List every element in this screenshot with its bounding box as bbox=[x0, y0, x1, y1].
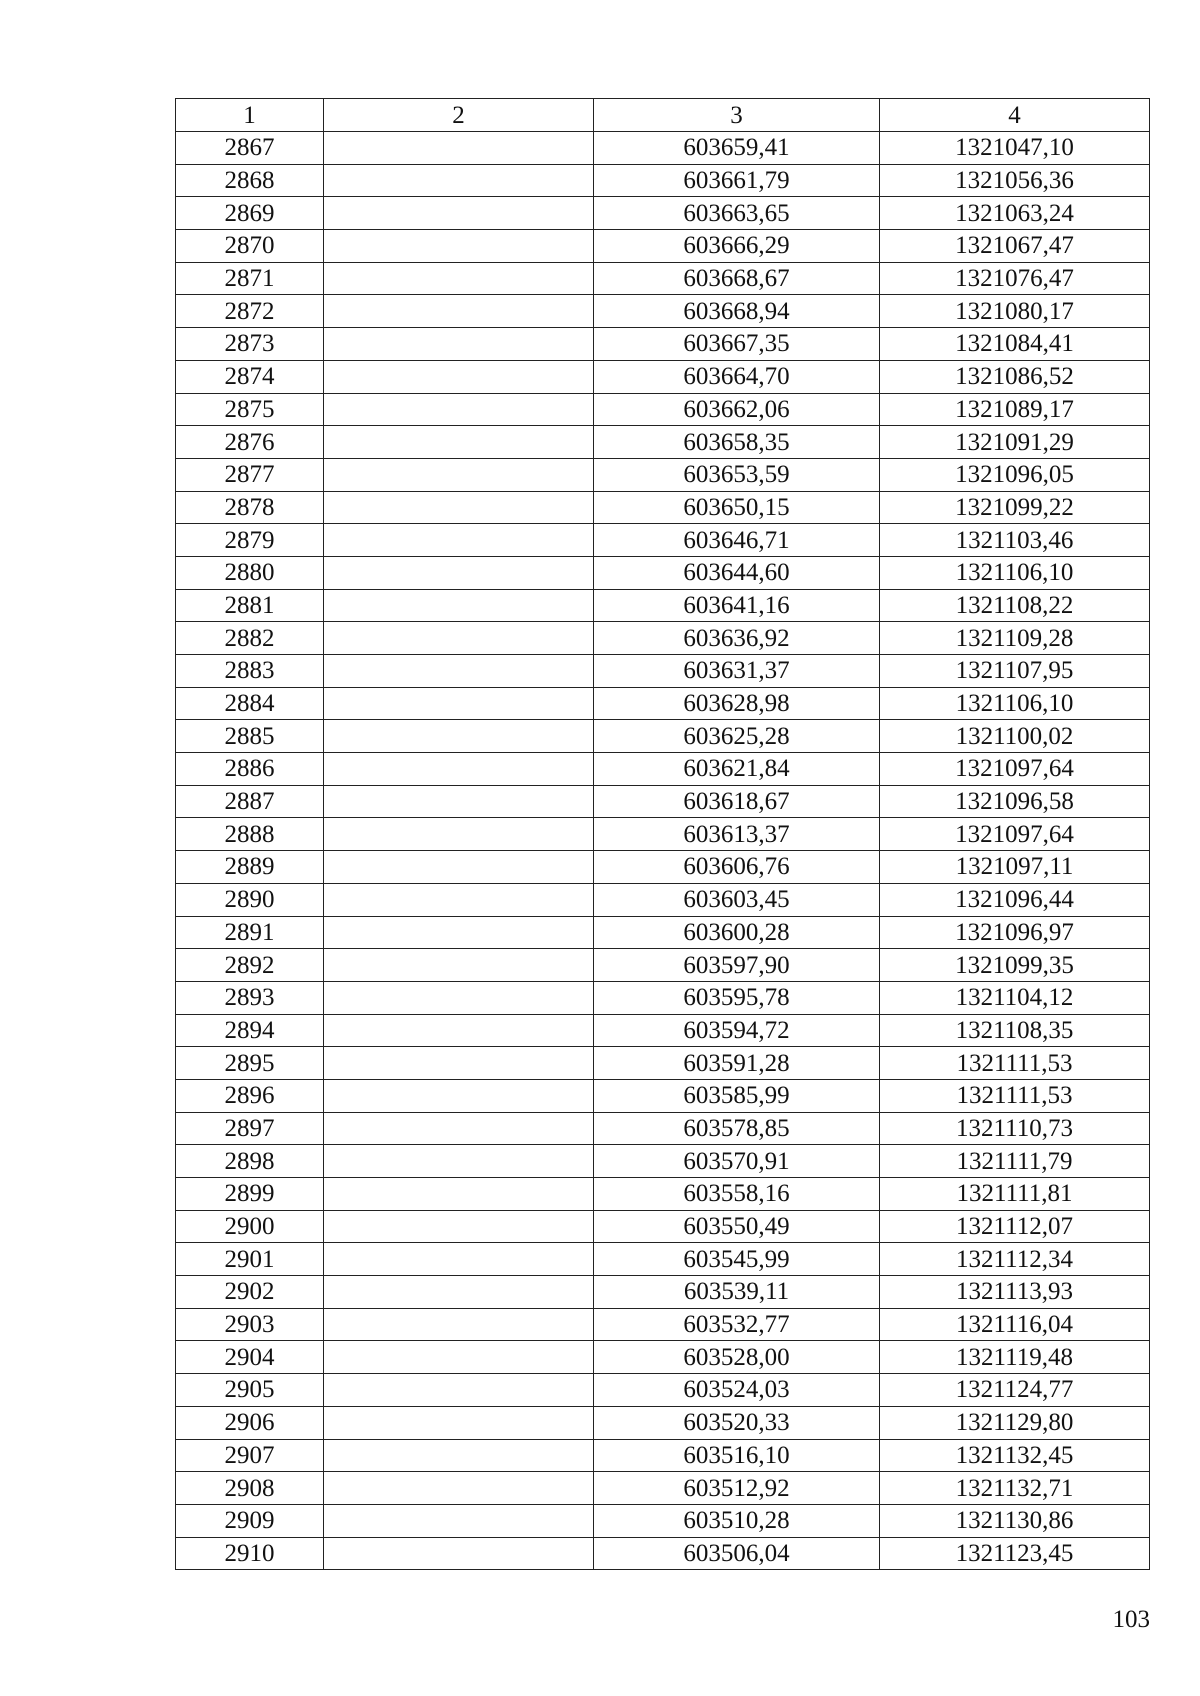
description-cell bbox=[324, 1079, 594, 1112]
description-cell bbox=[324, 1341, 594, 1374]
table-row bbox=[176, 1308, 1150, 1341]
x-coordinate-cell: 603524,03 bbox=[594, 1374, 880, 1407]
x-coordinate-cell: 603539,11 bbox=[594, 1276, 880, 1309]
description-cell bbox=[324, 1112, 594, 1145]
y-coordinate-cell: 1321076,47 bbox=[880, 262, 1150, 295]
y-coordinate-cell: 1321132,45 bbox=[880, 1439, 1150, 1472]
table-row bbox=[176, 328, 1150, 361]
y-coordinate-cell: 1321080,17 bbox=[880, 295, 1150, 328]
x-coordinate-cell: 603668,67 bbox=[594, 262, 880, 295]
description-cell bbox=[324, 622, 594, 655]
x-coordinate-cell: 603512,92 bbox=[594, 1472, 880, 1505]
point-number-cell: 2880 bbox=[176, 556, 324, 589]
x-coordinate-cell: 603545,99 bbox=[594, 1243, 880, 1276]
description-cell bbox=[324, 687, 594, 720]
y-coordinate-cell: 1321111,81 bbox=[880, 1178, 1150, 1211]
point-number-cell: 2870 bbox=[176, 230, 324, 263]
description-cell bbox=[324, 1308, 594, 1341]
y-coordinate-cell: 1321084,41 bbox=[880, 328, 1150, 361]
y-coordinate-cell: 1321056,36 bbox=[880, 164, 1150, 197]
x-coordinate-cell: 603510,28 bbox=[594, 1504, 880, 1537]
y-coordinate-cell: 1321096,58 bbox=[880, 785, 1150, 818]
table-row bbox=[176, 132, 1150, 165]
y-coordinate-cell: 1321047,10 bbox=[880, 132, 1150, 165]
table-row bbox=[176, 360, 1150, 393]
point-number-cell: 2891 bbox=[176, 916, 324, 949]
table-row bbox=[176, 295, 1150, 328]
point-number-cell: 2896 bbox=[176, 1079, 324, 1112]
y-coordinate-cell: 1321096,44 bbox=[880, 883, 1150, 916]
y-coordinate-cell: 1321111,79 bbox=[880, 1145, 1150, 1178]
table-row bbox=[176, 1472, 1150, 1505]
x-coordinate-cell: 603641,16 bbox=[594, 589, 880, 622]
coordinates-table bbox=[175, 98, 1150, 1570]
description-cell bbox=[324, 1047, 594, 1080]
description-cell bbox=[324, 720, 594, 753]
table-row bbox=[176, 426, 1150, 459]
x-coordinate-cell: 603664,70 bbox=[594, 360, 880, 393]
point-number-cell: 2907 bbox=[176, 1439, 324, 1472]
description-cell bbox=[324, 949, 594, 982]
point-number-cell: 2881 bbox=[176, 589, 324, 622]
x-coordinate-cell: 603636,92 bbox=[594, 622, 880, 655]
column-header-2: 2 bbox=[324, 99, 594, 132]
x-coordinate-cell: 603591,28 bbox=[594, 1047, 880, 1080]
y-coordinate-cell: 1321067,47 bbox=[880, 230, 1150, 263]
page-number: 103 bbox=[1112, 1606, 1150, 1633]
table-row bbox=[176, 197, 1150, 230]
point-number-cell: 2886 bbox=[176, 753, 324, 786]
y-coordinate-cell: 1321086,52 bbox=[880, 360, 1150, 393]
y-coordinate-cell: 1321096,05 bbox=[880, 458, 1150, 491]
table-row bbox=[176, 556, 1150, 589]
description-cell bbox=[324, 1439, 594, 1472]
description-cell bbox=[324, 295, 594, 328]
y-coordinate-cell: 1321124,77 bbox=[880, 1374, 1150, 1407]
description-cell bbox=[324, 328, 594, 361]
table-row bbox=[176, 949, 1150, 982]
table-row bbox=[176, 916, 1150, 949]
x-coordinate-cell: 603658,35 bbox=[594, 426, 880, 459]
table-header-row bbox=[176, 99, 1150, 132]
x-coordinate-cell: 603570,91 bbox=[594, 1145, 880, 1178]
table-row bbox=[176, 655, 1150, 688]
description-cell bbox=[324, 262, 594, 295]
table-row bbox=[176, 491, 1150, 524]
y-coordinate-cell: 1321097,64 bbox=[880, 818, 1150, 851]
table-row bbox=[176, 1112, 1150, 1145]
x-coordinate-cell: 603606,76 bbox=[594, 851, 880, 884]
point-number-cell: 2895 bbox=[176, 1047, 324, 1080]
description-cell bbox=[324, 230, 594, 263]
point-number-cell: 2884 bbox=[176, 687, 324, 720]
point-number-cell: 2905 bbox=[176, 1374, 324, 1407]
point-number-cell: 2897 bbox=[176, 1112, 324, 1145]
x-coordinate-cell: 603653,59 bbox=[594, 458, 880, 491]
point-number-cell: 2910 bbox=[176, 1537, 324, 1570]
description-cell bbox=[324, 360, 594, 393]
point-number-cell: 2899 bbox=[176, 1178, 324, 1211]
x-coordinate-cell: 603578,85 bbox=[594, 1112, 880, 1145]
point-number-cell: 2904 bbox=[176, 1341, 324, 1374]
point-number-cell: 2892 bbox=[176, 949, 324, 982]
point-number-cell: 2908 bbox=[176, 1472, 324, 1505]
x-coordinate-cell: 603600,28 bbox=[594, 916, 880, 949]
x-coordinate-cell: 603506,04 bbox=[594, 1537, 880, 1570]
point-number-cell: 2903 bbox=[176, 1308, 324, 1341]
x-coordinate-cell: 603668,94 bbox=[594, 295, 880, 328]
point-number-cell: 2885 bbox=[176, 720, 324, 753]
y-coordinate-cell: 1321103,46 bbox=[880, 524, 1150, 557]
description-cell bbox=[324, 164, 594, 197]
y-coordinate-cell: 1321063,24 bbox=[880, 197, 1150, 230]
x-coordinate-cell: 603631,37 bbox=[594, 655, 880, 688]
table-row bbox=[176, 1504, 1150, 1537]
point-number-cell: 2894 bbox=[176, 1014, 324, 1047]
description-cell bbox=[324, 589, 594, 622]
table-row bbox=[176, 458, 1150, 491]
y-coordinate-cell: 1321112,34 bbox=[880, 1243, 1150, 1276]
table-row bbox=[176, 164, 1150, 197]
point-number-cell: 2875 bbox=[176, 393, 324, 426]
table-row bbox=[176, 1210, 1150, 1243]
column-header-3: 3 bbox=[594, 99, 880, 132]
y-coordinate-cell: 1321096,97 bbox=[880, 916, 1150, 949]
y-coordinate-cell: 1321097,11 bbox=[880, 851, 1150, 884]
x-coordinate-cell: 603516,10 bbox=[594, 1439, 880, 1472]
y-coordinate-cell: 1321099,22 bbox=[880, 491, 1150, 524]
description-cell bbox=[324, 851, 594, 884]
description-cell bbox=[324, 393, 594, 426]
table-row bbox=[176, 393, 1150, 426]
y-coordinate-cell: 1321111,53 bbox=[880, 1047, 1150, 1080]
point-number-cell: 2872 bbox=[176, 295, 324, 328]
table-row bbox=[176, 589, 1150, 622]
point-number-cell: 2868 bbox=[176, 164, 324, 197]
description-cell bbox=[324, 1276, 594, 1309]
point-number-cell: 2889 bbox=[176, 851, 324, 884]
y-coordinate-cell: 1321116,04 bbox=[880, 1308, 1150, 1341]
table-row bbox=[176, 1374, 1150, 1407]
description-cell bbox=[324, 524, 594, 557]
y-coordinate-cell: 1321130,86 bbox=[880, 1504, 1150, 1537]
y-coordinate-cell: 1321109,28 bbox=[880, 622, 1150, 655]
y-coordinate-cell: 1321100,02 bbox=[880, 720, 1150, 753]
point-number-cell: 2909 bbox=[176, 1504, 324, 1537]
point-number-cell: 2888 bbox=[176, 818, 324, 851]
description-cell bbox=[324, 458, 594, 491]
x-coordinate-cell: 603618,67 bbox=[594, 785, 880, 818]
point-number-cell: 2878 bbox=[176, 491, 324, 524]
y-coordinate-cell: 1321089,17 bbox=[880, 393, 1150, 426]
point-number-cell: 2877 bbox=[176, 458, 324, 491]
description-cell bbox=[324, 1145, 594, 1178]
table-row bbox=[176, 622, 1150, 655]
x-coordinate-cell: 603528,00 bbox=[594, 1341, 880, 1374]
y-coordinate-cell: 1321104,12 bbox=[880, 981, 1150, 1014]
y-coordinate-cell: 1321091,29 bbox=[880, 426, 1150, 459]
x-coordinate-cell: 603662,06 bbox=[594, 393, 880, 426]
x-coordinate-cell: 603594,72 bbox=[594, 1014, 880, 1047]
point-number-cell: 2882 bbox=[176, 622, 324, 655]
y-coordinate-cell: 1321123,45 bbox=[880, 1537, 1150, 1570]
x-coordinate-cell: 603613,37 bbox=[594, 818, 880, 851]
table-row bbox=[176, 687, 1150, 720]
point-number-cell: 2873 bbox=[176, 328, 324, 361]
description-cell bbox=[324, 197, 594, 230]
x-coordinate-cell: 603663,65 bbox=[594, 197, 880, 230]
y-coordinate-cell: 1321106,10 bbox=[880, 687, 1150, 720]
table-row bbox=[176, 1047, 1150, 1080]
description-cell bbox=[324, 491, 594, 524]
description-cell bbox=[324, 556, 594, 589]
y-coordinate-cell: 1321113,93 bbox=[880, 1276, 1150, 1309]
description-cell bbox=[324, 426, 594, 459]
point-number-cell: 2871 bbox=[176, 262, 324, 295]
table-row bbox=[176, 883, 1150, 916]
x-coordinate-cell: 603666,29 bbox=[594, 230, 880, 263]
table-row bbox=[176, 524, 1150, 557]
y-coordinate-cell: 1321099,35 bbox=[880, 949, 1150, 982]
table-row bbox=[176, 1439, 1150, 1472]
description-cell bbox=[324, 1014, 594, 1047]
table-body bbox=[176, 132, 1150, 1570]
y-coordinate-cell: 1321108,22 bbox=[880, 589, 1150, 622]
x-coordinate-cell: 603661,79 bbox=[594, 164, 880, 197]
x-coordinate-cell: 603550,49 bbox=[594, 1210, 880, 1243]
description-cell bbox=[324, 1178, 594, 1211]
table-row bbox=[176, 1014, 1150, 1047]
table-row bbox=[176, 785, 1150, 818]
y-coordinate-cell: 1321106,10 bbox=[880, 556, 1150, 589]
description-cell bbox=[324, 132, 594, 165]
description-cell bbox=[324, 1374, 594, 1407]
y-coordinate-cell: 1321097,64 bbox=[880, 753, 1150, 786]
description-cell bbox=[324, 1537, 594, 1570]
y-coordinate-cell: 1321112,07 bbox=[880, 1210, 1150, 1243]
description-cell bbox=[324, 1504, 594, 1537]
table-row bbox=[176, 1406, 1150, 1439]
y-coordinate-cell: 1321108,35 bbox=[880, 1014, 1150, 1047]
table-row bbox=[176, 753, 1150, 786]
x-coordinate-cell: 603520,33 bbox=[594, 1406, 880, 1439]
x-coordinate-cell: 603644,60 bbox=[594, 556, 880, 589]
table-row bbox=[176, 262, 1150, 295]
point-number-cell: 2869 bbox=[176, 197, 324, 230]
point-number-cell: 2893 bbox=[176, 981, 324, 1014]
x-coordinate-cell: 603625,28 bbox=[594, 720, 880, 753]
point-number-cell: 2901 bbox=[176, 1243, 324, 1276]
table-row bbox=[176, 1276, 1150, 1309]
table-row bbox=[176, 1341, 1150, 1374]
x-coordinate-cell: 603585,99 bbox=[594, 1079, 880, 1112]
table-row bbox=[176, 1243, 1150, 1276]
description-cell bbox=[324, 981, 594, 1014]
table-row bbox=[176, 1145, 1150, 1178]
column-header-1: 1 bbox=[176, 99, 324, 132]
table-row bbox=[176, 1537, 1150, 1570]
point-number-cell: 2898 bbox=[176, 1145, 324, 1178]
x-coordinate-cell: 603621,84 bbox=[594, 753, 880, 786]
y-coordinate-cell: 1321132,71 bbox=[880, 1472, 1150, 1505]
point-number-cell: 2883 bbox=[176, 655, 324, 688]
x-coordinate-cell: 603603,45 bbox=[594, 883, 880, 916]
x-coordinate-cell: 603597,90 bbox=[594, 949, 880, 982]
description-cell bbox=[324, 818, 594, 851]
table-row bbox=[176, 981, 1150, 1014]
table-row bbox=[176, 1079, 1150, 1112]
column-header-4: 4 bbox=[880, 99, 1150, 132]
description-cell bbox=[324, 1210, 594, 1243]
table-row bbox=[176, 818, 1150, 851]
x-coordinate-cell: 603659,41 bbox=[594, 132, 880, 165]
description-cell bbox=[324, 1243, 594, 1276]
description-cell bbox=[324, 916, 594, 949]
y-coordinate-cell: 1321110,73 bbox=[880, 1112, 1150, 1145]
y-coordinate-cell: 1321129,80 bbox=[880, 1406, 1150, 1439]
point-number-cell: 2900 bbox=[176, 1210, 324, 1243]
point-number-cell: 2874 bbox=[176, 360, 324, 393]
x-coordinate-cell: 603646,71 bbox=[594, 524, 880, 557]
x-coordinate-cell: 603595,78 bbox=[594, 981, 880, 1014]
point-number-cell: 2879 bbox=[176, 524, 324, 557]
x-coordinate-cell: 603558,16 bbox=[594, 1178, 880, 1211]
table-row bbox=[176, 720, 1150, 753]
x-coordinate-cell: 603628,98 bbox=[594, 687, 880, 720]
y-coordinate-cell: 1321107,95 bbox=[880, 655, 1150, 688]
description-cell bbox=[324, 655, 594, 688]
y-coordinate-cell: 1321111,53 bbox=[880, 1079, 1150, 1112]
y-coordinate-cell: 1321119,48 bbox=[880, 1341, 1150, 1374]
x-coordinate-cell: 603667,35 bbox=[594, 328, 880, 361]
description-cell bbox=[324, 883, 594, 916]
point-number-cell: 2890 bbox=[176, 883, 324, 916]
table-row bbox=[176, 230, 1150, 263]
point-number-cell: 2902 bbox=[176, 1276, 324, 1309]
point-number-cell: 2876 bbox=[176, 426, 324, 459]
point-number-cell: 2867 bbox=[176, 132, 324, 165]
description-cell bbox=[324, 1406, 594, 1439]
point-number-cell: 2906 bbox=[176, 1406, 324, 1439]
description-cell bbox=[324, 1472, 594, 1505]
table-row bbox=[176, 851, 1150, 884]
point-number-cell: 2887 bbox=[176, 785, 324, 818]
x-coordinate-cell: 603650,15 bbox=[594, 491, 880, 524]
table-row bbox=[176, 1178, 1150, 1211]
x-coordinate-cell: 603532,77 bbox=[594, 1308, 880, 1341]
description-cell bbox=[324, 785, 594, 818]
description-cell bbox=[324, 753, 594, 786]
